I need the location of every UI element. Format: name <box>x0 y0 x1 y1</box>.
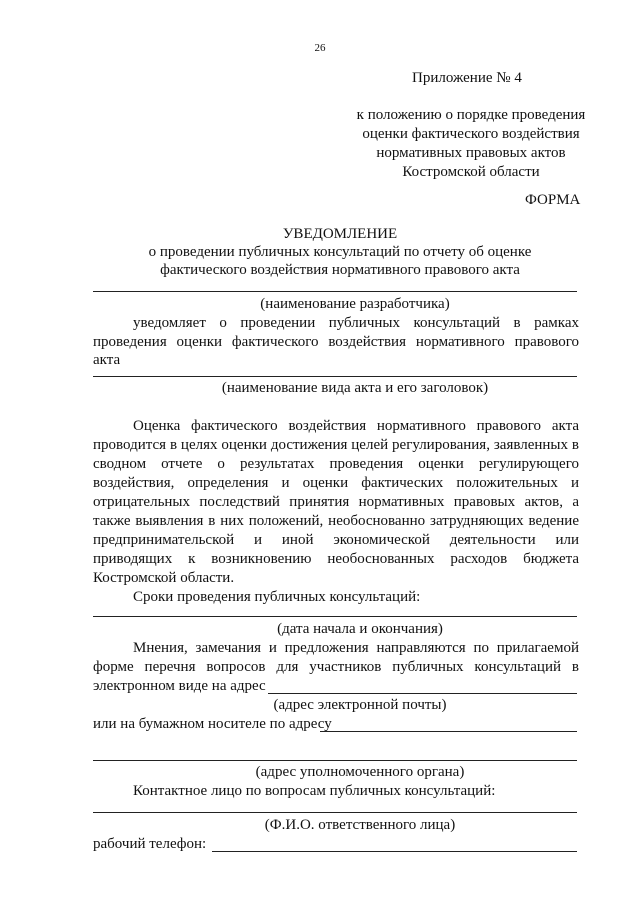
purpose-line: Костромской области. <box>93 570 235 586</box>
purpose-line: предпринимательской и иной экономической деятельности или <box>93 532 579 548</box>
notify-line: проведения оценки фактического воздействия нормативного правового <box>93 334 579 350</box>
purpose-line: отрицательных последствий принятия нормативных правовых актов, а <box>93 494 579 510</box>
act-name-field[interactable] <box>93 376 577 377</box>
act-caption: (наименование вида акта и его заголовок) <box>221 380 489 396</box>
notice-title: УВЕДОМЛЕНИЕ <box>282 226 398 242</box>
notice-subtitle-line: о проведении публичных консультаций по отчету об оценке <box>148 244 532 260</box>
purpose-line: также выявления в них положений, необоснованно затрудняющих ведение <box>93 513 579 529</box>
paper-address-field[interactable] <box>320 731 577 732</box>
appendix-title: Приложение № 4 <box>412 70 522 86</box>
form-label: ФОРМА <box>525 192 581 208</box>
paper-label: или на бумажном носителе по адресу <box>93 716 332 732</box>
opinions-line: форме перечня вопросов для участников публичных консультаций в <box>93 659 579 675</box>
dates-caption: (дата начала и окончания) <box>277 621 443 637</box>
appendix-line: оценки фактического воздействия <box>362 126 580 142</box>
developer-name-field[interactable] <box>93 291 577 292</box>
dates-field[interactable] <box>93 616 577 617</box>
purpose-line: сводном отчете о результатах проведения оценки регулирующего <box>93 456 579 472</box>
opinions-line: Мнения, замечания и предложения направляются по прилагаемой <box>133 640 579 656</box>
phone-field[interactable] <box>212 851 577 852</box>
purpose-line: Оценка фактического воздействия нормативного правового акта <box>133 418 579 434</box>
authority-address-field[interactable] <box>93 760 577 761</box>
purpose-line: проводится в целях оценки достижения целей регулирования, заявленных в <box>93 437 579 453</box>
developer-caption: (наименование разработчика) <box>260 296 450 312</box>
appendix-line: Костромской области <box>402 164 540 180</box>
opinions-line: электронном виде на адрес <box>93 678 266 694</box>
notify-line: уведомляет о проведении публичных консультаций в рамках <box>133 315 579 331</box>
appendix-line: к положению о порядке проведения <box>356 107 586 123</box>
notify-line: акта <box>93 352 121 368</box>
email-field[interactable] <box>268 693 577 694</box>
purpose-line: воздействия, определения и оценки фактических положительных и <box>93 475 579 491</box>
person-caption: (Ф.И.О. ответственного лица) <box>264 817 456 833</box>
appendix-line: нормативных правовых актов <box>376 145 566 161</box>
email-caption: (адрес электронной почты) <box>273 697 447 713</box>
phone-label: рабочий телефон: <box>93 836 207 852</box>
authority-caption: (адрес уполномоченного органа) <box>255 764 465 780</box>
purpose-line: приводящих к возникновению необоснованных расходов бюджета <box>93 551 579 567</box>
person-field[interactable] <box>93 812 577 813</box>
page-number: 26 <box>314 42 326 54</box>
notice-subtitle-line: фактического воздействия нормативного правового акта <box>160 262 520 278</box>
contact-label: Контактное лицо по вопросам публичных консультаций: <box>133 783 496 799</box>
terms-label: Сроки проведения публичных консультаций: <box>133 589 421 605</box>
